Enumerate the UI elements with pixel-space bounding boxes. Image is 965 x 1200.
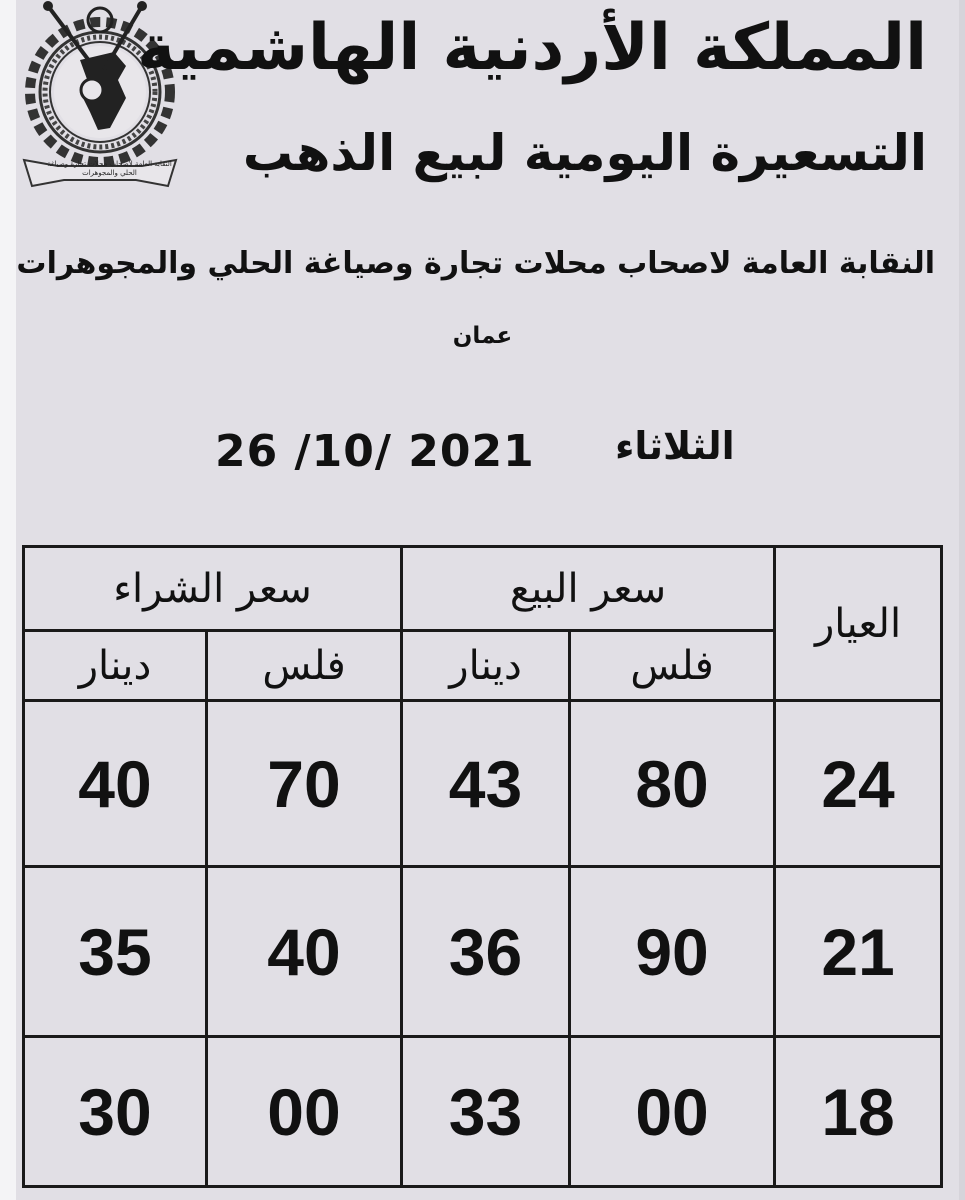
table-header-row (24, 547, 942, 631)
table-row (24, 1037, 942, 1187)
price-table (22, 545, 943, 1188)
day-name: الثلاثاء (615, 424, 735, 468)
buy-fils-cell: 70 (207, 701, 402, 867)
page-title: التسعيرة اليومية لبيع الذهب (242, 124, 927, 182)
karat-header: العيار (775, 547, 942, 701)
buy-dinar-header: دينار (24, 631, 207, 701)
sell-price-header: سعر البيع (402, 547, 775, 631)
sell-fils-cell: 90 (570, 867, 775, 1037)
sell-fils-cell: 80 (570, 701, 775, 867)
table-row (24, 701, 942, 867)
city-name: عمان (452, 323, 513, 349)
buy-fils-header: فلس (207, 631, 402, 701)
union-name: النقابة العامة لاصحاب محلات تجارة وصياغة الحلي والمجوهرات (16, 246, 935, 281)
buy-dinar-cell: 35 (24, 867, 207, 1037)
kingdom-heading: المملكة الأردنية الهاشمية (137, 11, 927, 85)
sell-dinar-header: دينار (402, 631, 570, 701)
buy-fils-cell: 40 (207, 867, 402, 1037)
sell-dinar-cell: 43 (402, 701, 570, 867)
table-row (24, 867, 942, 1037)
logo-caption: النقابة العامة لأصحاب محلات تجارة وصياغة الحلي والمجوهرات (47, 160, 172, 177)
sell-dinar-cell: 36 (402, 867, 570, 1037)
karat-cell: 24 (775, 701, 942, 867)
buy-dinar-cell: 40 (24, 701, 207, 867)
karat-cell: 18 (775, 1037, 942, 1187)
date-value: 26 /10/ 2021 (215, 426, 535, 477)
karat-cell: 21 (775, 867, 942, 1037)
sell-fils-header: فلس (570, 631, 775, 701)
buy-fils-cell: 00 (207, 1037, 402, 1187)
sell-dinar-cell: 33 (402, 1037, 570, 1187)
buy-dinar-cell: 30 (24, 1037, 207, 1187)
page-edge (0, 0, 16, 1200)
sell-fils-cell: 00 (570, 1037, 775, 1187)
buy-price-header: سعر الشراء (24, 547, 402, 631)
